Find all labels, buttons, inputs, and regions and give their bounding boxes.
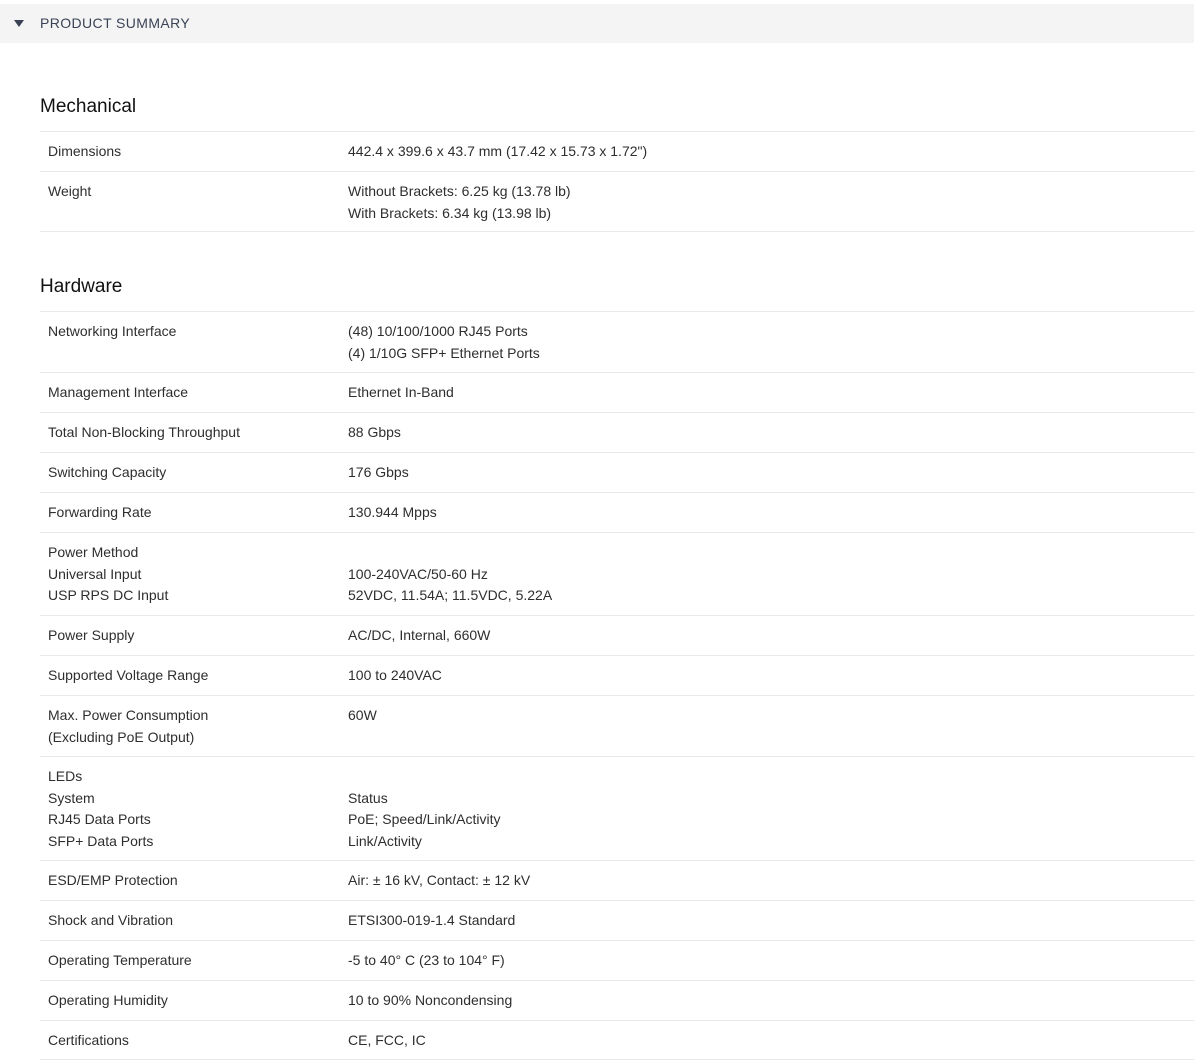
spec-value-line: 100-240VAC/50-60 Hz	[348, 565, 488, 582]
spec-value-line: (48) 10/100/1000 RJ45 Ports	[348, 323, 528, 339]
spec-row	[40, 655, 1194, 695]
spec-row	[40, 900, 1194, 940]
spec-row	[40, 311, 1194, 372]
spec-row	[40, 171, 1194, 232]
spec-value	[348, 870, 530, 892]
spec-label	[48, 910, 173, 932]
spec-label-line: Max. Power Consumption	[48, 707, 209, 723]
spec-row	[40, 756, 1194, 860]
spec-label-line: USP RPS DC Input	[48, 587, 169, 603]
spec-value	[348, 1030, 426, 1052]
spec-label-line: Total Non-Blocking Throughput	[48, 424, 240, 440]
spec-value-line: AC/DC, Internal, 660W	[348, 627, 491, 643]
spec-value	[348, 625, 490, 647]
spec-value	[348, 542, 552, 607]
spec-label	[48, 766, 153, 852]
spec-label-line: Power Method	[48, 544, 139, 560]
spec-row	[40, 695, 1194, 756]
spec-value-line: 130.944 Mpps	[348, 504, 437, 520]
spec-value-line: 100 to 240VAC	[348, 667, 442, 683]
spec-label	[48, 1030, 129, 1052]
spec-value	[348, 422, 401, 444]
spec-table-mechanical	[40, 131, 1194, 232]
spec-label-line: ESD/EMP Protection	[48, 872, 178, 888]
spec-label	[48, 990, 168, 1012]
spec-value	[348, 766, 501, 852]
spec-value	[348, 990, 512, 1012]
spec-label-line: Forwarding Rate	[48, 504, 152, 520]
spec-value-line	[348, 542, 552, 564]
spec-value-line: Ethernet In-Band	[348, 384, 454, 400]
spec-value-line: Link/Activity	[348, 832, 422, 849]
spec-value-line: -5 to 40° C (23 to 104° F)	[348, 952, 505, 968]
spec-label-line: Management Interface	[48, 384, 189, 400]
spec-value-line: 60W	[348, 707, 377, 723]
spec-row	[40, 452, 1194, 492]
spec-value	[348, 141, 647, 163]
spec-row	[40, 532, 1194, 615]
spec-label-line: (Excluding PoE Output)	[48, 728, 195, 745]
spec-label	[48, 542, 168, 607]
spec-label	[48, 422, 240, 444]
spec-value	[348, 502, 437, 524]
product-summary-toggle[interactable]	[0, 4, 1194, 43]
spec-label-line: SFP+ Data Ports	[48, 832, 154, 849]
spec-value-line: (4) 1/10G SFP+ Ethernet Ports	[348, 344, 540, 361]
spec-label-line: Switching Capacity	[48, 464, 167, 480]
section-title-mechanical: Mechanical	[40, 96, 137, 117]
spec-value	[348, 382, 454, 404]
spec-value-line: 88 Gbps	[348, 424, 401, 440]
spec-row	[40, 131, 1194, 171]
spec-value-line: Without Brackets: 6.25 kg (13.78 lb)	[348, 183, 571, 199]
spec-value-line: 442.4 x 399.6 x 43.7 mm (17.42 x 15.73 x 1.72")	[348, 143, 648, 159]
spec-table-hardware	[40, 311, 1194, 1060]
spec-value-line: Status	[348, 789, 388, 806]
spec-value	[348, 705, 377, 727]
spec-row	[40, 860, 1194, 900]
spec-label	[48, 502, 152, 524]
spec-row	[40, 412, 1194, 452]
spec-label-line: System	[48, 789, 95, 806]
spec-label	[48, 382, 188, 404]
spec-label-line: Networking Interface	[48, 323, 177, 339]
spec-row	[40, 980, 1194, 1020]
spec-label-line: Operating Humidity	[48, 992, 168, 1008]
spec-label	[48, 950, 192, 972]
spec-label	[48, 665, 208, 687]
spec-label-line: Shock and Vibration	[48, 912, 174, 928]
caret-down-icon	[14, 20, 24, 27]
spec-label	[48, 462, 166, 484]
spec-row	[40, 372, 1194, 412]
spec-value-line: 176 Gbps	[348, 464, 409, 480]
spec-row	[40, 940, 1194, 980]
spec-value-line: CE, FCC, IC	[348, 1032, 426, 1048]
spec-label-line: Certifications	[48, 1032, 129, 1048]
spec-label-line: RJ45 Data Ports	[48, 811, 151, 827]
spec-row	[40, 1020, 1194, 1060]
spec-value-line: Air: ± 16 kV, Contact: ± 12 kV	[348, 872, 531, 888]
spec-label-line: Supported Voltage Range	[48, 667, 209, 683]
spec-label	[48, 870, 178, 892]
spec-label	[48, 181, 91, 203]
spec-label-line: Power Supply	[48, 627, 135, 643]
spec-label-line: Universal Input	[48, 565, 142, 582]
spec-value	[348, 665, 442, 687]
spec-value	[348, 321, 540, 364]
spec-row	[40, 492, 1194, 532]
spec-label-line: Operating Temperature	[48, 952, 192, 968]
spec-value	[348, 910, 515, 932]
spec-row	[40, 615, 1194, 655]
spec-label	[48, 705, 208, 748]
spec-label-line: Dimensions	[48, 143, 122, 159]
spec-label-line: LEDs	[48, 768, 83, 784]
spec-value-line: 10 to 90% Noncondensing	[348, 992, 513, 1008]
spec-label	[48, 625, 134, 647]
spec-value-line: PoE; Speed/Link/Activity	[348, 811, 501, 827]
product-summary-title: PRODUCT SUMMARY	[40, 15, 191, 31]
spec-value	[348, 181, 571, 224]
spec-value-line: ETSI300-019-1.4 Standard	[348, 912, 516, 928]
spec-label-line: Weight	[48, 183, 92, 199]
spec-label	[48, 141, 121, 163]
spec-value	[348, 950, 505, 972]
spec-value-line: With Brackets: 6.34 kg (13.98 lb)	[348, 204, 552, 221]
section-title-hardware: Hardware	[40, 276, 123, 297]
spec-value-line: 52VDC, 11.54A; 11.5VDC, 5.22A	[348, 587, 553, 603]
spec-value-line	[348, 766, 501, 788]
spec-value	[348, 462, 409, 484]
spec-label	[48, 321, 176, 343]
